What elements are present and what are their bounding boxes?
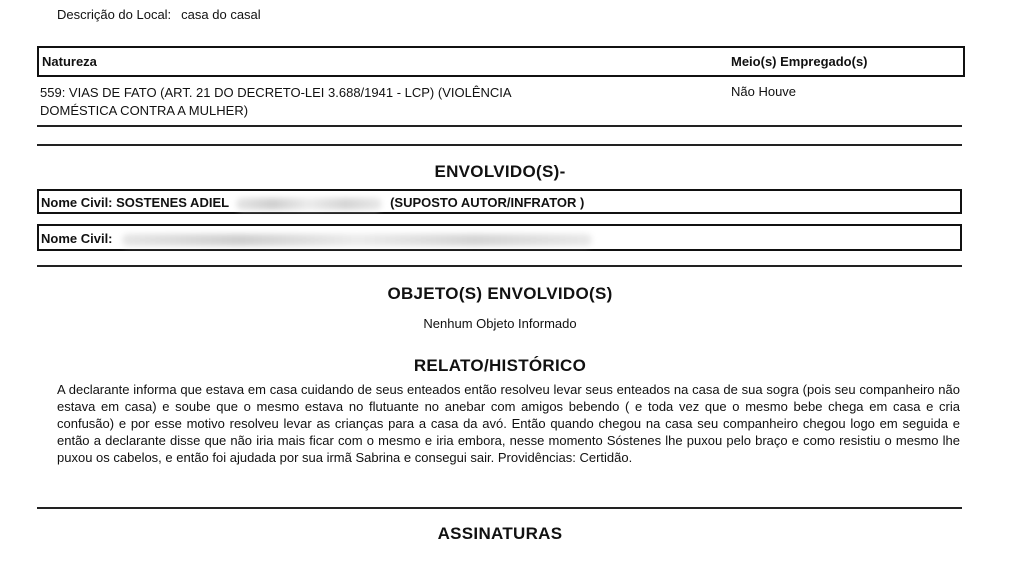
person-1-name xyxy=(41,195,584,210)
natureza-row-text xyxy=(40,84,512,120)
local-label: Descrição do Local: xyxy=(57,7,172,22)
person-1-role: (SUPOSTO AUTOR/INFRATOR ) xyxy=(390,195,585,210)
person-2-name xyxy=(41,231,592,246)
person-1-label: Nome Civil: SOSTENES ADIEL xyxy=(41,195,229,210)
meio-value: Não Houve xyxy=(731,84,797,99)
assinaturas-title: ASSINATURAS xyxy=(437,524,563,543)
natureza-header-box xyxy=(37,46,965,77)
objetos-text: Nenhum Objeto Informado xyxy=(423,316,577,331)
local-value: casa do casal xyxy=(181,7,261,22)
objetos-title: OBJETO(S) ENVOLVIDO(S) xyxy=(387,284,613,303)
envolvidos-title: ENVOLVIDO(S)- xyxy=(434,162,566,181)
relato-text: A declarante informa que estava em casa cuidando de seus enteados então resolveu levar seus enteados na casa de sua sogra (pois seu companheiro não estava em casa) e soube que o mesmo estava no flutuante no anebar com amigos bebendo ( e toda vez que o mesmo bebe chega em casa e cria confusão) e por esse motivo resolveu levar as crianças para a casa da avó. Então quando chegou na casa seu companheiro chegou logo em seguida e então a declarante disse que não iria mais ficar com o mesmo e iria embora, nesse momento Sóstenes lhe puxou pelo braço e como resistiu o mesmo lhe puxou os cabelos, e então foi ajudada por sua irmã Sabrina e consegui sair. Providências: Certidão. xyxy=(57,382,960,465)
divider-4 xyxy=(37,507,962,509)
divider-2 xyxy=(37,144,962,146)
natureza-line-2: DOMÉSTICA CONTRA A MULHER) xyxy=(40,103,249,118)
natureza-line-1: 559: VIAS DE FATO (ART. 21 DO DECRETO-LEI 3.688/1941 - LCP) (VIOLÊNCIA xyxy=(40,85,512,100)
person-2-label: Nome Civil: xyxy=(41,231,113,246)
natureza-header: Natureza xyxy=(42,54,97,69)
divider-1 xyxy=(37,125,962,127)
meio-header: Meio(s) Empregado(s) xyxy=(731,54,868,69)
relato-title: RELATO/HISTÓRICO xyxy=(413,356,587,375)
person-2-box xyxy=(37,224,962,251)
redacted-name xyxy=(122,234,592,246)
redacted-surname xyxy=(236,198,382,210)
divider-3 xyxy=(37,265,962,267)
person-1-box xyxy=(37,189,962,214)
local-description xyxy=(57,7,261,22)
